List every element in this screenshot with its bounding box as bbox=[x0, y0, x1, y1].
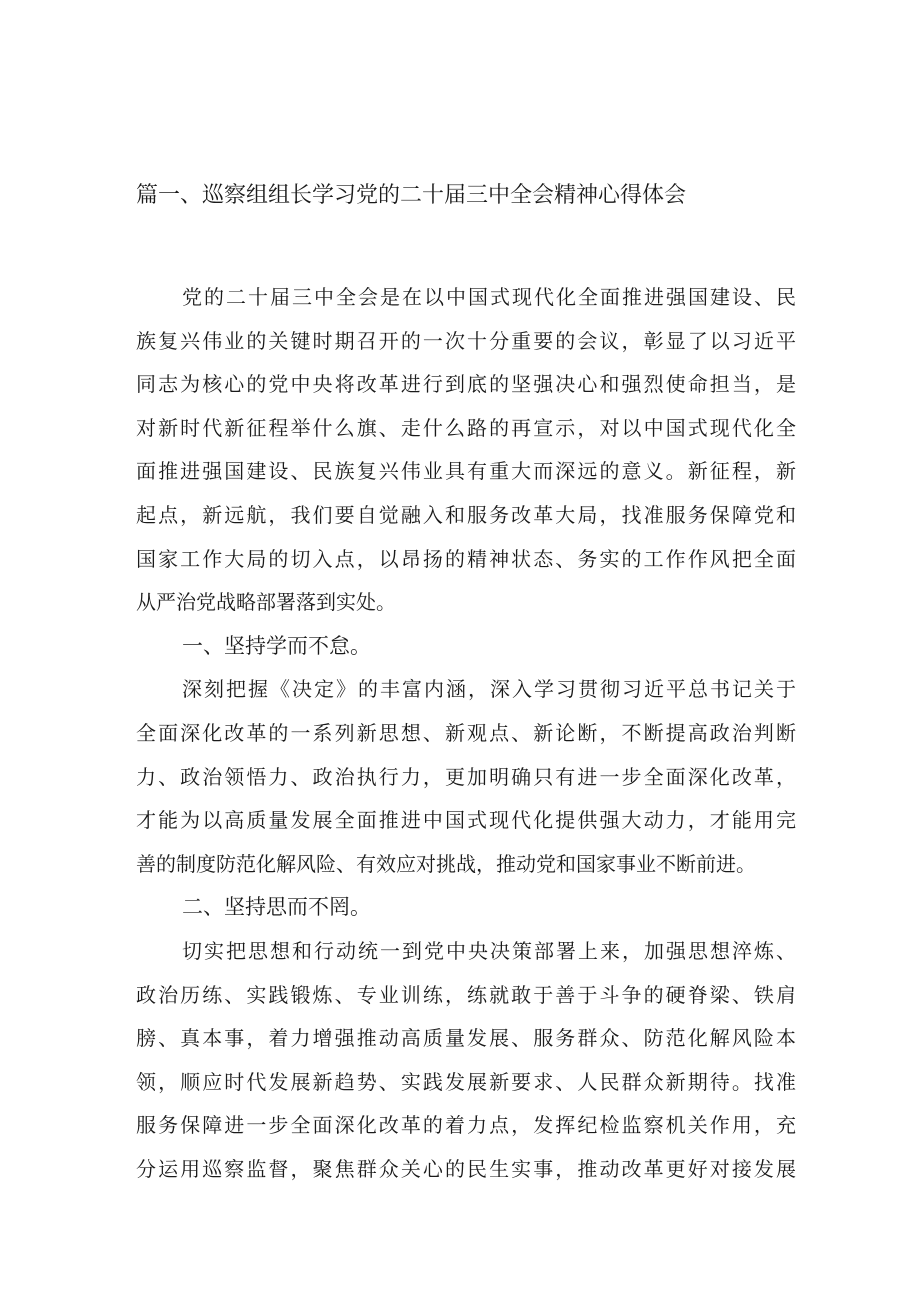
text-line: 力、政治领悟力、政治执行力，更加明确只有进一步全面深化改革， bbox=[136, 764, 796, 789]
text-line: 领，顺应时代发展新趋势、实践发展新要求、人民群众新期待。找准 bbox=[136, 1069, 796, 1094]
text-line: 从严治党战略部署落到实处。 bbox=[136, 590, 396, 615]
text-line: 党的二十届三中全会是在以中国式现代化全面推进强国建设、民 bbox=[182, 285, 796, 309]
section-heading-1: 一、坚持学而不怠。 bbox=[182, 633, 371, 658]
text-line: 分运用巡察监督，聚焦群众关心的民生实事，推动改革更好对接发展 bbox=[136, 1156, 796, 1181]
text-line: 才能为以高质量发展全面推进中国式现代化提供强大动力，才能用完 bbox=[136, 808, 796, 833]
text-line: 膀、真本事，着力增强推动高质量发展、服务群众、防范化解风险本 bbox=[136, 1026, 796, 1051]
document-title: 篇一、巡察组组长学习党的二十届三中全会精神心得体会 bbox=[136, 183, 687, 208]
text-line: 切实把思想和行动统一到党中央决策部署上来，加强思想淬炼、 bbox=[182, 938, 796, 963]
document-body bbox=[136, 276, 796, 1191]
paragraph-section-1 bbox=[136, 668, 796, 886]
text-line: 面推进强国建设、民族复兴伟业具有重大而深远的意义。新征程，新 bbox=[136, 459, 796, 484]
text-line: 同志为核心的党中央将改革进行到底的坚强决心和强烈使命担当，是 bbox=[136, 372, 796, 397]
paragraph-section-2 bbox=[136, 930, 796, 1192]
paragraph-intro bbox=[136, 276, 796, 625]
text-line: 全面深化改革的一系列新思想、新观点、新论断，不断提高政治判断 bbox=[136, 720, 796, 745]
text-line: 族复兴伟业的关键时期召开的一次十分重要的会议，彰显了以习近平 bbox=[136, 328, 796, 353]
text-line: 政治历练、实践锻炼、专业训练，练就敢于善于斗争的硬脊梁、铁肩 bbox=[136, 982, 796, 1007]
section-heading-2: 二、坚持思而不罔。 bbox=[182, 895, 371, 920]
text-line: 起点，新远航，我们要自觉融入和服务改革大局，找准服务保障党和 bbox=[136, 502, 796, 527]
text-line: 对新时代新征程举什么旗、走什么路的再宣示，对以中国式现代化全 bbox=[136, 415, 796, 440]
text-line: 服务保障进一步全面深化改革的着力点，发挥纪检监察机关作用，充 bbox=[136, 1113, 796, 1138]
text-line: 国家工作大局的切入点，以昂扬的精神状态、务实的工作作风把全面 bbox=[136, 546, 796, 571]
text-line: 善的制度防范化解风险、有效应对挑战，推动党和国家事业不断前进。 bbox=[136, 851, 756, 876]
text-line: 深刻把握《决定》的丰富内涵，深入学习贯彻习近平总书记关于 bbox=[182, 677, 796, 702]
